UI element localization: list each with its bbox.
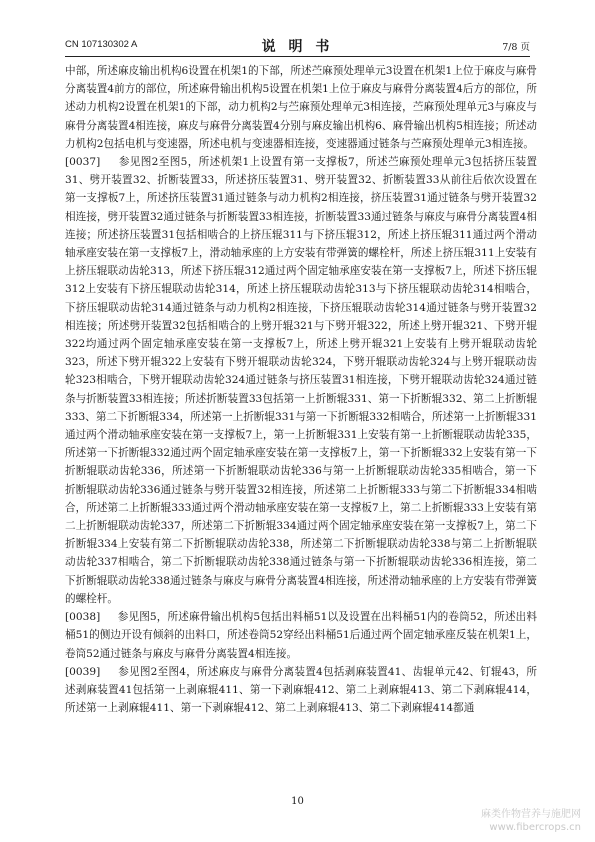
watermark-line2: www.fibercrops.cn [489, 822, 581, 833]
paragraph-0039 [65, 663, 537, 718]
paragraph-continuation [65, 62, 537, 153]
page-indicator: 7/8 页 [502, 42, 530, 53]
paragraph-0037 [65, 153, 537, 608]
paragraph-0038 [65, 608, 537, 663]
paragraph-number: [0037] [65, 156, 101, 169]
header-divider [65, 56, 530, 57]
paragraph-number: [0038] [65, 611, 101, 624]
paragraph-text: 中部，所述麻皮输出机构6设置在机架1的下部，所述苎麻预处理单元3设置在机架1上位于麻皮与麻骨分离装置4前方的部位，所述麻骨输出机构5设置在机架1上位于麻皮与麻骨分离装置4后方的部位，所述动力机构2设置在机架1的下部，动力机构2与苎麻预处理单元3相连接，苎麻预处理单元3与麻皮与麻骨分离装置4相连接，麻皮与麻骨分离装置4分别与麻皮输出机构6、麻骨输出机构5相连接；所述动力机构2包括电机与变速器，所述电机与变速器相连接，变速器通过链条与苎麻预处理单元3相连接。 [65, 65, 537, 150]
watermark-line1: 麻类作物营养与施肥网 [481, 809, 581, 820]
document-body [65, 62, 537, 717]
paragraph-number: [0039] [65, 665, 101, 678]
page-number: 10 [291, 796, 304, 807]
document-type-title: 说 明 书 [261, 39, 334, 55]
paragraph-text: 参见图5，所述麻骨输出机构5包括出料桶51以及设置在出料桶51内的卷筒52，所述出料桶51的侧边开设有倾斜的出料口，所述卷筒52穿经出料桶51后通过两个固定轴承座反装在机架1上，卷筒52通过链条与麻皮与麻骨分离装置4相连接。 [65, 611, 537, 660]
publication-number: CN 107130302 A [65, 39, 138, 50]
page-header [65, 36, 530, 55]
watermark [481, 808, 581, 834]
paragraph-text: 参见图2至图5，所述机架1上设置有第一支撑板7，所述苎麻预处理单元3包括挤压装置31、劈开装置32、折断装置33，所述挤压装置31、劈开装置32、折断装置33从前往后依次设置在第一支撑板7上，所述挤压装置31通过链条与动力机构2相连接，挤压装置31通过链条与劈开装置32相连接，劈开装置32通过链条与折断装置33相连接，折断装置33通过链条与麻皮与麻骨分离装置4相连接；所述挤压装置31包括相啮合的上挤压辊311与下挤压辊312，所述上挤压辊311通过两个滑动轴承座安装在第一支撑板7上，滑动轴承座的上方安装有带弹簧的螺栓杆，所述上挤压辊311上安装有上挤压辊联动齿轮313，所述下挤压辊312通过两个固定轴承座安装在第一支撑板7上，所述下挤压辊312上安装有下挤压辊联动齿轮314，所述上挤压辊联动齿轮313与下挤压辊联动齿轮314相啮合，下挤压辊联动齿轮314通过链条与动力机构2相连接，下挤压辊联动齿轮314通过链条与劈开装置32相连接；所述劈开装置32包括相啮合的上劈开辊321与下劈开辊322，所述上劈开辊321、下劈开辊322均通过两个固定轴承座安装在第一支撑板7上，所述上劈开辊321上安装有上劈开辊联动齿轮323，所述下劈开辊322上安装有下劈开辊联动齿轮324，下劈开辊联动齿轮324与上劈开辊联动齿轮323相啮合，下劈开辊联动齿轮324通过链条与挤压装置31相连接，下劈开辊联动齿轮324通过链条与折断装置33相连接；所述折断装置33包括第一上折断辊331、第一下折断辊332、第二上折断辊333、第二下折断辊334，所述第一上折断辊331与第一下折断辊332相啮合，所述第一上折断辊331通过两个滑动轴承座安装在第一支撑板7上，第一上折断辊331上安装有第一上折断辊联动齿轮335，所述第一下折断辊332通过两个固定轴承座安装在第一支撑板7上，第一下折断辊332上安装有第一下折断辊联动齿轮336，所述第一下折断辊联动齿轮336与第一上折断辊联动齿轮335相啮合，第一下折断辊联动齿轮336通过链条与劈开装置32相连接，所述第二上折断辊333与第二下折断辊334相啮合，所述第二上折断辊333通过两个滑动轴承座安装在第一支撑板7上，第二上折断辊333上安装有第二上折断辊联动齿轮337，所述第二下折断辊334通过两个固定轴承座安装在第一支撑板7上，第二下折断辊334上安装有第二下折断辊联动齿轮338，所述第二下折断辊联动齿轮338与第二上折断辊联动齿轮337相啮合，第二下折断辊联动齿轮338通过链条与第一下折断辊联动齿轮336相连接，第二下折断辊联动齿轮338通过链条与麻皮与麻骨分离装置4相连接，所述滑动轴承座的上方安装有带弹簧的螺栓杆。 [65, 156, 537, 605]
paragraph-text: 参见图2至图4，所述麻皮与麻骨分离装置4包括剥麻装置41、齿辊单元42、钉辊43，所述剥麻装置41包括第一上剥麻辊411、第一下剥麻辊412、第二上剥麻辊413、第二下剥麻辊414，所述第一上剥麻辊411、第一下剥麻辊412、第二上剥麻辊413、第二下剥麻辊414都通 [65, 665, 537, 715]
